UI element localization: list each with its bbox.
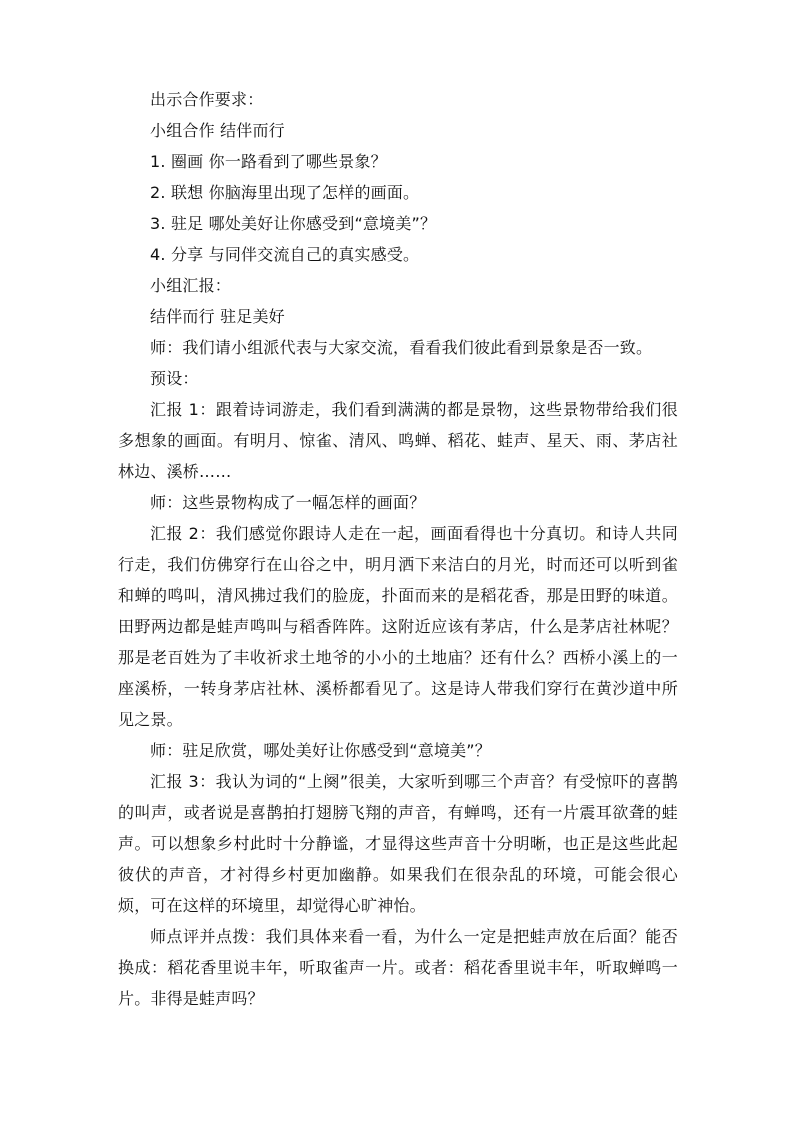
paragraph-teacher-2: 师：这些景物构成了一幅怎样的画面？ <box>150 493 426 512</box>
paragraph-teacher-3: 师：驻足欣赏，哪处美好让你感受到“意境美”？ <box>150 741 491 760</box>
paragraph-report-2: 汇报 2：我们感觉你跟诗人走在一起，画面看得也十分真切。和诗人共同行走，我们仿佛穿行在山谷之中，明月洒下来洁白的月光，时而还可以听到雀和蝉的鸣叫，清风拂过我们的脸庞，扑面而来的是稻花香，那是田野的味道。田野两边都是蛙声鸣叫与稻香阵阵。这附近应该有茅店，什么是茅店社林呢？那是老百姓为了丰收祈求土地爷的小小的土地庙？还有什么？西桥小溪上的一座溪桥，一转身茅店社林、溪桥都看见了。这是诗人带我们穿行在黄沙道中所见之景。 <box>118 524 678 729</box>
paragraph-report-3: 汇报 3：我认为词的“上阕”很美，大家听到哪三个声音？有受惊吓的喜鹊的叫声，或者说是喜鹊拍打翅膀飞翔的声音，有蝉鸣，还有一片震耳欲聋的蛙声。可以想象乡村此时十分静谧，才显得这些声音十分明晰，也正是这些此起彼伏的声音，才衬得乡村更加幽静。如果我们在很杂乱的环境，可能会很心烦，可在这样的环境里，却觉得心旷神怡。 <box>118 772 678 915</box>
paragraph-report-title: 结伴而行 驻足美好 <box>150 307 285 326</box>
document-body <box>118 84 678 1014</box>
paragraph-teacher-comment: 师点评并点拨：我们具体来看一看，为什么一定是把蛙声放在后面？能否换成：稻花香里说丰年，听取雀声一片。或者：稻花香里说丰年，听取蝉鸣一片。非得是蛙声吗？ <box>118 927 678 1008</box>
paragraph-preset: 预设： <box>150 369 199 388</box>
paragraph-step-1: 1. 圈画 你一路看到了哪些景象？ <box>150 152 387 171</box>
paragraph-step-3: 3. 驻足 哪处美好让你感受到“意境美”？ <box>150 214 437 233</box>
paragraph-step-4: 4. 分享 与同伴交流自己的真实感受。 <box>150 245 420 264</box>
paragraph-teacher-1: 师：我们请小组派代表与大家交流，看看我们彼此看到景象是否一致。 <box>150 338 653 357</box>
paragraph-group-work-title: 小组合作 结伴而行 <box>150 121 285 140</box>
paragraph-report-1: 汇报 1：跟着诗词游走，我们看到满满的都是景物，这些景物带给我们很多想象的画面。有明月、惊雀、清风、鸣蝉、稻花、蛙声、星天、雨、茅店社林边、溪桥…… <box>118 400 678 481</box>
paragraph-step-2: 2. 联想 你脑海里出现了怎样的画面。 <box>150 183 420 202</box>
paragraph-group-report: 小组汇报： <box>150 276 232 295</box>
paragraph-cooperation-requirements: 出示合作要求： <box>150 90 264 109</box>
